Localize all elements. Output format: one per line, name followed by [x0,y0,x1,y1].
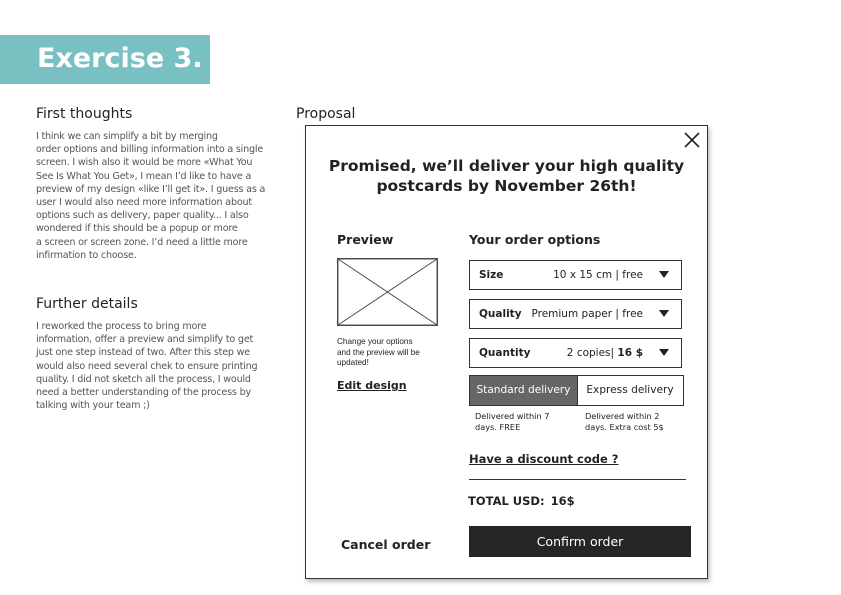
order-options-title: Your order options [469,232,601,247]
quality-label: Quality [479,308,522,320]
divider [469,479,686,480]
edit-design-link[interactable]: Edit design [337,379,407,392]
quantity-select[interactable] [469,338,682,368]
preview-title: Preview [337,232,394,247]
order-modal [305,125,708,579]
first-thoughts-title: First thoughts [36,106,133,122]
total-label: TOTAL USD: [468,494,545,508]
standard-delivery-note: Delivered within 7 days. FREE [475,411,550,432]
modal-headline: Promised, we’ll deliver your high quality postcards by November 26th! [328,157,685,195]
confirm-order-button[interactable]: Confirm order [469,526,691,557]
preview-note: Change your options and the preview will be updated! [337,337,420,367]
discount-code-link[interactable]: Have a discount code ? [469,452,619,466]
chevron-down-icon [659,349,669,356]
order-total [468,494,575,508]
chevron-down-icon [659,271,669,278]
total-value: 16$ [550,494,575,508]
proposal-label: Proposal [296,106,356,122]
quality-select[interactable] [469,299,682,329]
chevron-down-icon [659,310,669,317]
delivery-toggle [469,375,684,406]
close-icon[interactable] [683,131,701,149]
size-select[interactable] [469,260,682,290]
size-value: 10 x 15 cm | free [553,269,643,281]
express-delivery-option[interactable]: Express delivery [577,376,682,405]
preview-image-placeholder [337,258,438,326]
exercise-banner [0,35,210,84]
size-label: Size [479,269,504,281]
further-details-title: Further details [36,296,138,312]
express-delivery-note: Delivered within 2 days. Extra cost 5$ [585,411,664,432]
quality-value: Premium paper | free [531,308,643,320]
standard-delivery-option[interactable]: Standard delivery [470,376,577,405]
first-thoughts-text: I think we can simplify a bit by merging order options and billing information into a single screen. I wish also it would be more «What You See Is What You Get», I mean I’d like to have a preview of my design «like I’ll get it». I guess as a user I would also need more information about options such as delivery, paper quality... I also wondered if this should be a popup or more a screen or screen zone. I’d need a little more infirmation to choose. [36,131,266,261]
quantity-value: 2 copies| 16 $ [566,347,643,359]
cancel-order-button[interactable]: Cancel order [341,537,431,552]
exercise-title: Exercise 3. [37,43,203,74]
further-details-text: I reworked the process to bring more information, offer a preview and simplify to get just one step instead of two. After this step we would also need several chek to ensure printing quality. I did not sketch all the process, I would need a better understanding of the process by talking with your team ;) [36,321,258,412]
quantity-label: Quantity [479,347,531,359]
